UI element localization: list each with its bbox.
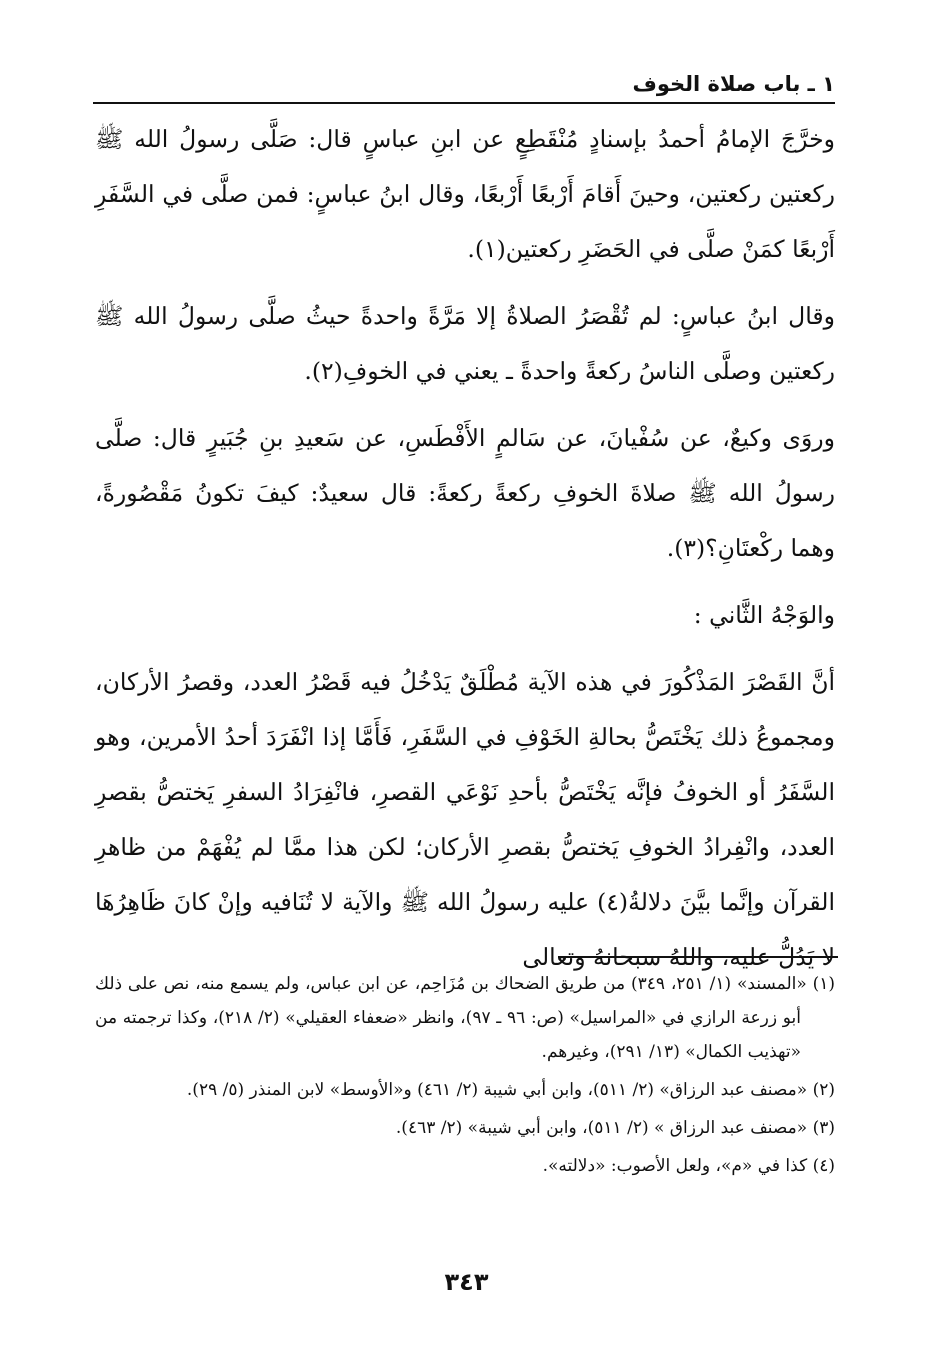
- footnote-2: (٢) «مصنف عبد الرزاق» (٢/ ٥١١)، وابن أبي شيبة (٢/ ٤٦١) و«الأوسط» لابن المنذر (٥/ ٢٩).: [186, 1080, 835, 1100]
- footnote-3: (٣) «مصنف عبد الرزاق » (٢/ ٥١١)، وابن أبي شيبة» (٢/ ٤٦٣).: [395, 1118, 835, 1138]
- header-rule: [93, 102, 835, 104]
- footnote-1: (١) «المسند» (١/ ٢٥١، ٣٤٩) من طريق الضحاك بن مُزَاحِم، عن ابن عباس، ولم يسمع منه، نص على ذلك أبو زرعة الرازي في «المراسيل» (ص: ٩٦ ـ ٩٧)، وانظر «ضعفاء العقيلي» (٢/ ٢١٨)، وكذا ترجمته من «تهذيب الكمال» (١٣/ ٢٩١)، وغيرهم.: [95, 974, 836, 1062]
- footnotes: [95, 967, 835, 1187]
- paragraph: وقال ابنُ عباسٍ: لم تُقْصَرُ الصلاةُ إلا مَرَّةً واحدةً حيثُ صلَّى رسولُ الله ﷺ ركعتين وصلَّى الناسُ ركعةً واحدةً ـ يعني في الخوفِ(٢).: [95, 302, 835, 385]
- paragraph: أنَّ القَصْرَ المَذْكُورَ في هذه الآية مُطْلَقٌ يَدْخُلُ فيه قَصْرُ العدد، وقصرُ الأركان، ومجموعُ ذلك يَخْتَصُّ بحالةِ الخَوْفِ في السَّفَرِ، فَأَمَّا إذا انْفَرَدَ أحدُ الأمرين، وهو السَّفَرُ أو الخوفُ فإنَّه يَخْتَصُّ بأحدِ نَوْعَي القصرِ، فانْفِرَادُ السفرِ يَختصُّ بقصرِ العدد، وانْفِرادُ الخوفِ يَختصُّ بقصرِ الأركان؛ لكن هذا ممَّا لم يُفْهَمْ من ظاهرِ القرآن وإنَّما بيَّنَ دلالةُ(٤) عليه رسولُ الله ﷺ والآية لا تُنَافيه وإنْ كانَ ظَاهِرُهَا لا يَدُلُّ عليه، واللهُ سبحانهُ وتعالى: [95, 668, 835, 971]
- page-number: ٣٤٣: [444, 1268, 489, 1296]
- paragraph: وخرَّجَ الإمامُ أحمدُ بإسنادٍ مُنْقَطِعٍ عن ابنِ عباسٍ قال: صَلَّى رسولُ الله ﷺ ركعتين ركعتين، وحينَ أَقامَ أَرْبعًا أَرْبعًا، وقال ابنُ عباسٍ: فمن صلَّى في السَّفَرِ أَرْبعًا كمَنْ صلَّى في الحَضَرِ ركعتين(١).: [95, 125, 835, 263]
- section-heading: والوَجْهُ الثَّاني :: [693, 601, 835, 629]
- main-text: [95, 112, 835, 997]
- footnote-4: (٤) كذا في «م»، ولعل الأصوب: «دلالته».: [542, 1156, 835, 1176]
- footnote-separator: [558, 956, 838, 958]
- running-header: [93, 70, 835, 104]
- chapter-title: ١ ـ باب صلاة الخوف: [632, 72, 835, 96]
- paragraph: وروَى وكيعٌ، عن سُفْيانَ، عن سَالمٍ الأَفْطَسِ، عن سَعيدِ بنِ جُبَيرٍ قال: صلَّى رسولُ الله ﷺ صلاةَ الخوفِ ركعةً ركعةً: قال سعيدٌ: كيفَ تكونُ مَقْصُورةً، وهما ركْعتَانِ؟(٣).: [95, 424, 835, 562]
